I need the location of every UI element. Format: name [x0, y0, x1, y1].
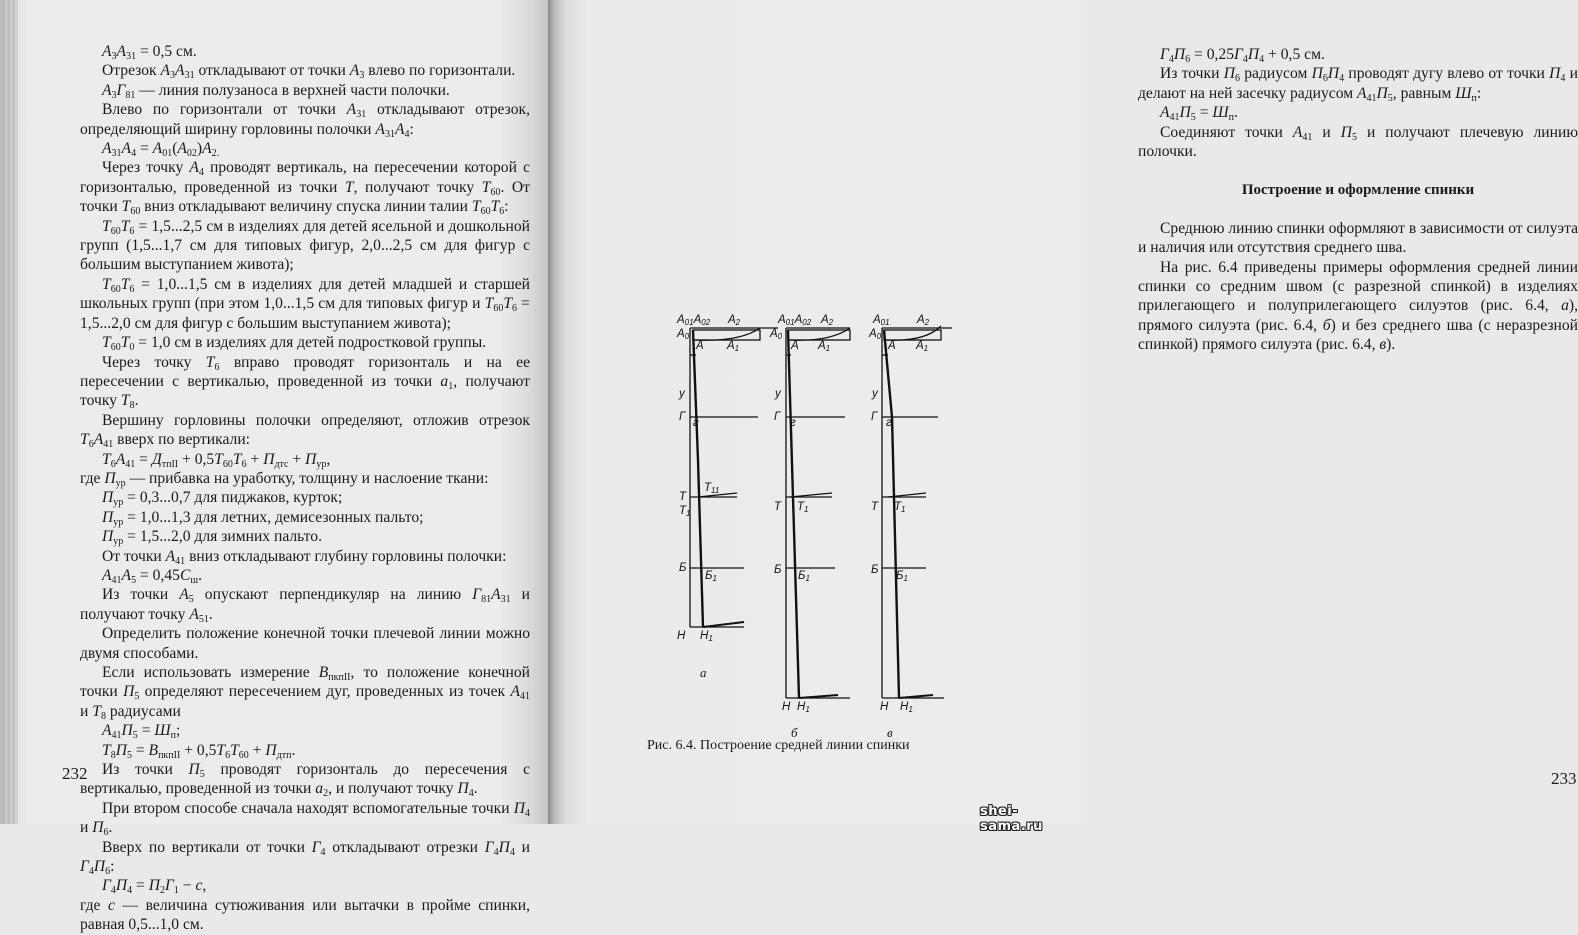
label-g-c: Г [871, 411, 878, 423]
right-page-text [1138, 45, 1578, 355]
panel-a-drawing [690, 328, 781, 627]
label-a1-b: $A_1$ [818, 340, 831, 353]
label-b1: $Б_1$ [705, 570, 717, 583]
paragraph: где $П_{ур}$ — прибавка на уработку, толщину и наслоение ткани: [80, 469, 489, 489]
label-a1-c: $A_1$ [916, 340, 929, 353]
paragraph: $T_{60}T_0 = 1,0$ см в изделиях для детей подростковой группы. [102, 334, 487, 354]
label-y: у [679, 388, 685, 400]
paragraph: $T_{60}T_6 = 1,0...1,5$ см в изделиях для детей младшей и старшей школьных групп (при этом 1,0...1,5 см для типовых фигур и $T_{60}T_6 = 1,5...2,0$ см для фигур с большим выступанием живота); [80, 275, 530, 332]
paragraph: Из точки $П_5$ проводят горизонталь до пересечения с вертикалью, проведенной из точки $a_2$, и получают точку $П_4$. [80, 761, 531, 800]
paragraph: $A_{31}A_4 = A_{01}(A_{02})A_{2.}$ [102, 140, 220, 160]
label-g-small: г [693, 417, 699, 429]
label-y-c: у [872, 388, 878, 400]
paragraph: От точки $A_{41}$ вниз откладывают глубину горловины полочки: [102, 547, 507, 567]
paragraph: $A_3Г_{81}$ — линия полузаноса в верхней части полочки. [102, 81, 450, 101]
paragraph: $Г_4П_4 = П_2Г_1 - c$, [102, 877, 207, 897]
paragraph: $П_{ур} = 0,3...0,7$ для пиджаков, курток; [102, 489, 343, 509]
paragraph: где c — величина сутюживания или вытачки в пройме спинки, равная 0,5...1,0 см. [80, 896, 530, 934]
right-bottom-paragraphs [1138, 219, 1578, 355]
paragraph: $A_{41}П_5 = Ш_п$. [1160, 104, 1238, 124]
label-a2: $A_2$ [728, 314, 741, 327]
label-a0-c: $A_0$ [869, 328, 882, 341]
label-g-small-c: г [886, 417, 892, 429]
label-t-c: Т [871, 501, 879, 513]
label-a2-b: $A_2$ [821, 314, 834, 327]
label-t-b: Т [774, 501, 782, 513]
label-h1-b: $Н_1$ [797, 701, 810, 714]
left-page [0, 0, 548, 934]
label-a-c: A [888, 340, 896, 352]
paragraph: $П_{ур} = 1,5...2,0$ для зимних пальто. [102, 528, 322, 548]
figure-caption: Рис. 6.4. Построение средней линии спинки [647, 738, 910, 753]
label-a01-c: $A_{01}$ [873, 314, 890, 327]
paragraph: Соединяют точки $A_{41}$ и $П_5$ и получают плечевую линию полочки. [1138, 123, 1578, 161]
paragraph: $Г_4П_6 = 0,25Г_4П_4 + 0,5$ см. [1160, 46, 1325, 65]
label-t1-b: $Т_1$ [797, 501, 809, 514]
label-a01-b: $A_{01}A_{02}$ [778, 314, 812, 327]
page-number-right: 233 [1551, 769, 1577, 788]
watermark: shei-sama.ru [980, 804, 1043, 834]
page-number-left: 232 [62, 764, 88, 783]
label-a0-b: $A_0$ [770, 328, 783, 341]
paragraph: Вершину горловины полочки определяют, отложив отрезок $T_6A_{41}$ вверх по вертикали: [80, 411, 530, 451]
label-b: Б [679, 562, 687, 574]
paragraph: Отрезок $A_3A_{31}$ откладывают от точки $A_3$ влево по горизонтали. [102, 62, 516, 82]
paragraph: Влево по горизонтали от точки $A_{31}$ откладывают отрезок, определяющий ширину горловины полочки $A_{31}A_4$: [80, 101, 530, 140]
paragraph: Из точки $A_5$ опускают перпендикуляр на линию $Г_{81}A_{31}$ и получают точку $A_{51}$. [80, 586, 530, 625]
label-b1-c: $Б_1$ [896, 570, 908, 583]
right-top-paragraphs [1138, 45, 1578, 161]
label-g-b: Г [774, 411, 781, 423]
label-h1: $Н_1$ [700, 630, 713, 643]
figure-6-4 [660, 300, 960, 740]
label-h-c: Н [880, 701, 889, 713]
panel-label-a: а [700, 665, 707, 680]
paragraph: $П_{ур} = 1,0...1,3$ для летних, демисезонных пальто; [102, 508, 424, 528]
label-a-b: A [791, 340, 799, 352]
paragraph: $A_{41}A_5 = 0,45C_ш$. [102, 566, 202, 586]
paragraph: На рис. 6.4 приведены примеры оформления средней линии спинки со средним швом (с разрезной спинкой) в изделиях прилегающего и полуприлегающего силуэтов (рис. 6.4, а), прямого силуэта (рис. 6.4, б) и без среднего шва (с неразрезной спинкой) прямого силуэта (рис. 6.4, в). [1138, 258, 1578, 354]
paragraph: $T_8П_5 = B_{пкпII} + 0,5T_6T_{60} + П_{дтп}$. [102, 741, 296, 761]
paragraph: Если использовать измерение $B_{пкпII}$, то положение конечной точки $П_5$ определяют пересечением дуг, проведенных из точек $A_{41}$ и $T_8$ радиусами [80, 664, 531, 722]
label-b1-b: $Б_1$ [798, 570, 810, 583]
label-t: Т [679, 491, 687, 503]
label-a: A [696, 340, 704, 352]
paragraph: $A_{41}П_5 = Ш_п$; [102, 722, 181, 742]
label-b-c: Б [871, 564, 879, 576]
label-a0: $A_0$ [677, 328, 690, 341]
paragraph: Определить положение конечной точки плечевой линии можно двумя способами. [80, 625, 530, 662]
panel-label-c: в [887, 725, 893, 740]
panel-b-drawing [786, 328, 850, 698]
paragraph: Среднюю линию спинки оформляют в зависимости от силуэта и наличия или отсутствия среднего шва. [1138, 219, 1578, 257]
label-t11: $Т_{11}$ [704, 482, 720, 495]
label-g: Г [679, 411, 686, 423]
label-t1-c: $Т_1$ [894, 501, 906, 514]
label-h-b: Н [782, 701, 791, 713]
paragraph: При втором способе сначала находят вспомогательные точки $П_4$ и $П_6$. [80, 799, 530, 839]
label-t1: $Т_1$ [679, 505, 691, 518]
paragraph: $A_3A_{31} = 0,5$ см. [102, 43, 197, 62]
label-h: Н [677, 630, 686, 642]
label-y-b: у [775, 388, 781, 400]
paragraph: Через точку $A_4$ проводят вертикаль, на пересечении которой с горизонталью, проведенной из точки T, получают точку $T_{60}$. От точки $T_{60}$ вниз откладывают величину спуска линии талии $T_{60}T_6$: [80, 159, 530, 218]
label-b-b: Б [774, 564, 782, 576]
page-edge [0, 0, 18, 824]
label-h1-c: $Н_1$ [900, 701, 913, 714]
label-a01: $A_{01}A_{02}$ [677, 314, 711, 327]
paragraph: $T_{60}T_6 = 1,5...2,5$ см в изделиях для детей ясельной и дошкольной групп (1,5...1,7 см для типовых фигур, 2,0...2,5 см для фигур с большим выступанием живота); [80, 217, 530, 274]
panel-label-b: б [791, 725, 798, 740]
label-a1: $A_1$ [727, 340, 740, 353]
section-heading: Построение и оформление спинки [1241, 182, 1475, 199]
label-g-small-b: г [790, 417, 796, 429]
paragraph: Через точку $T_6$ вправо проводят горизонталь и на ее пересечении с вертикалью, проведенной из точки $a_1$, получают точку $T_8$. [80, 353, 530, 412]
paragraph: Из точки $П_6$ радиусом $П_6П_4$ проводят дугу влево от точки $П_4$ и делают на ней засечку радиусом $A_{41}П_5$, равным $Ш_п$: [1138, 65, 1578, 104]
left-page-text [80, 42, 530, 935]
paragraph: Вверх по вертикали от точки $Г_4$ откладывают отрезки $Г_4П_4$ и $Г_4П_6$: [80, 838, 530, 878]
paragraph: $T_6A_{41} = Д_{тпII} + 0,5T_{60}T_6 + П_{дтс} + П_{ур}$, [102, 450, 331, 470]
panel-c-drawing [882, 326, 952, 698]
label-a2-c: $A_2$ [917, 314, 930, 327]
